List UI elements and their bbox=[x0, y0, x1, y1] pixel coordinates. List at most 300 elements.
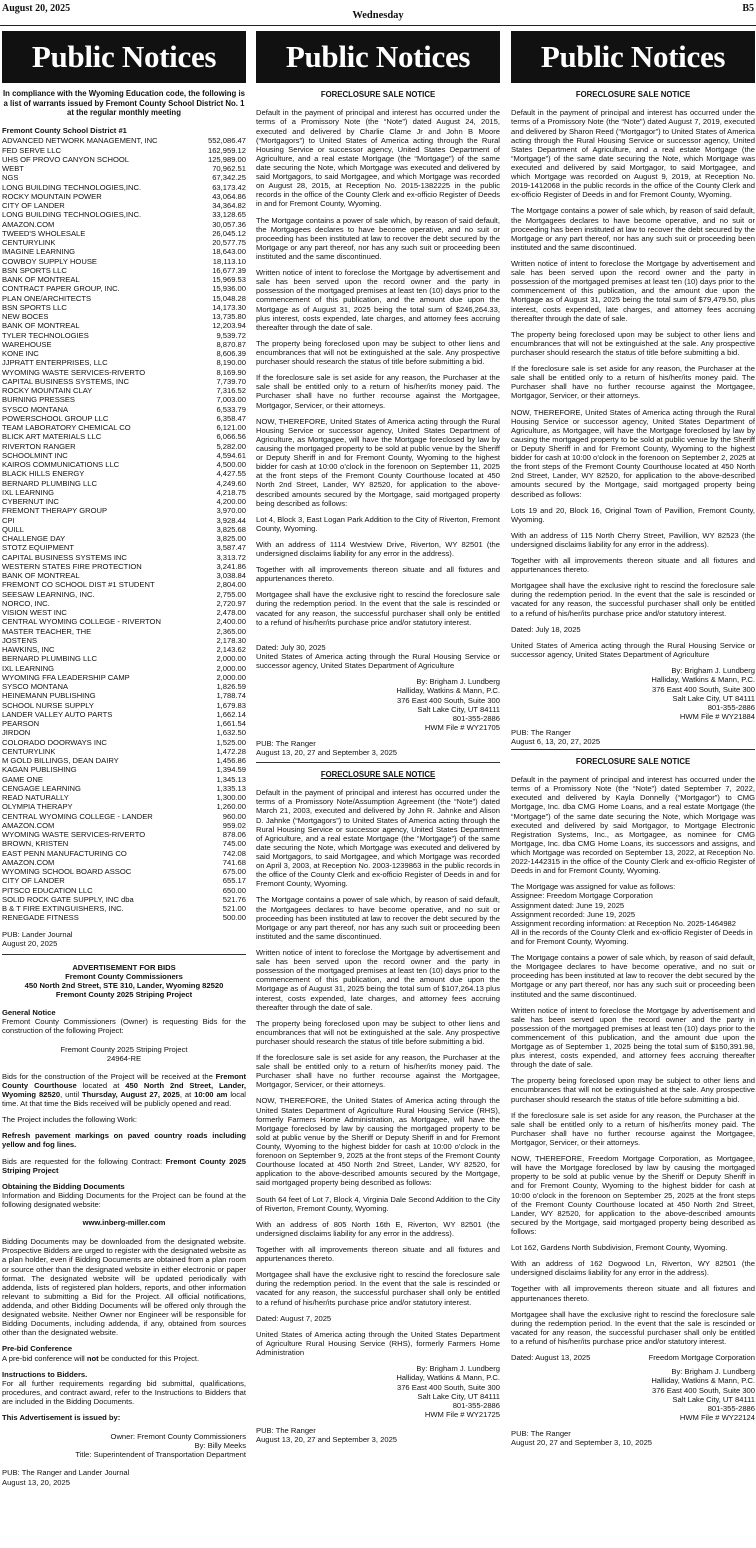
warrant-row bbox=[2, 784, 246, 793]
prebid-heading: Pre-bid Conference bbox=[2, 1344, 73, 1354]
warrant-amount: 4,218.75 bbox=[216, 487, 246, 497]
warrant-vendor: WYOMING FFA LEADERSHIP CAMP bbox=[2, 672, 130, 682]
warrant-vendor: CYBERNUT INC bbox=[2, 497, 59, 507]
warrant-amount: 15,969.53 bbox=[212, 275, 246, 285]
bids-line3: 450 North 2nd Street, STE 310, Lander, Wyoming 82520 bbox=[24, 981, 224, 990]
notice-paragraph: Together with all improvements thereon situate and all fixtures and appurtenances thereto. bbox=[511, 1284, 755, 1303]
warrant-vendor: COWBOY SUPPLY HOUSE bbox=[2, 256, 97, 266]
warrant-amount: 26,045.12 bbox=[212, 228, 246, 238]
warrant-amount: 43,064.86 bbox=[212, 191, 246, 201]
warrant-amount: 500.00 bbox=[222, 913, 246, 923]
warrant-amount: 2,000.00 bbox=[216, 663, 246, 673]
general-notice-text: Fremont County Commissioners (Owner) is requesting Bids for the construction of the following Project: bbox=[2, 1017, 246, 1036]
sig-line: HWM File # WY21705 bbox=[424, 723, 500, 733]
warrant-vendor: PITSCO EDUCATION LLC bbox=[2, 885, 93, 895]
warrant-row bbox=[2, 839, 246, 848]
masthead-1: Public Notices bbox=[2, 31, 246, 83]
warrant-vendor: WYOMING WASTE SERVICES-RIVERTO bbox=[2, 367, 146, 377]
warrant-row bbox=[2, 553, 246, 562]
warrant-row bbox=[2, 451, 246, 460]
warrant-row bbox=[2, 830, 246, 839]
warrant-vendor: CENGAGE LEARNING bbox=[2, 783, 81, 793]
warrant-amount: 2,000.00 bbox=[216, 654, 246, 664]
warrant-row bbox=[2, 719, 246, 728]
warrant-vendor: PEARSON bbox=[2, 719, 40, 729]
notice-paragraph: Together with all improvements thereon situate and all fixtures and appurtenances thereto. bbox=[511, 556, 755, 575]
warrant-vendor: CENTRAL WYOMING COLLEGE - RIVERTON bbox=[2, 617, 161, 627]
warrant-amount: 125,989.00 bbox=[207, 154, 246, 164]
notice-paragraph: If the foreclosure sale is set aside for any reason, the Purchaser at the sale shall be entitled only to a return of his/her/its money paid. The Purchaser shall have no further recourse against the Mortgagee, Mortgagor, Servicer, or their attorneys. bbox=[511, 364, 755, 401]
warrant-amount: 3,825.00 bbox=[216, 534, 246, 544]
page-header bbox=[0, 0, 756, 26]
warrant-vendor: WYOMING SCHOOL BOARD ASSOC bbox=[2, 867, 132, 877]
notice-paragraph: The property being foreclosed upon may be subject to other liens and encumbrances that will not be extinguished at the sale. Any prospective purchaser should research the status of title before submitting a bid. bbox=[511, 329, 755, 357]
warrant-row bbox=[2, 395, 246, 404]
divider bbox=[511, 749, 755, 750]
notice-paragraph: Lot 4, Block 3, East Logan Park Addition to the City of Riverton, Fremont County, Wyoming. bbox=[256, 514, 500, 533]
warrant-row bbox=[2, 849, 246, 858]
warrant-amount: 4,200.00 bbox=[216, 497, 246, 507]
warrant-amount: 2,720.97 bbox=[216, 598, 246, 608]
warrant-vendor: FED SERVE LLC bbox=[2, 145, 61, 155]
notice-paragraph: Mortgagee shall have the exclusive right to rescind the foreclosure sale during the redemption period. In the event that the sale is rescinded or vacated for any reason, the successful purchaser shall only be entitled to a refund of his/her/its purchase price and/or statutory interest. bbox=[256, 590, 500, 627]
warrant-amount: 15,936.00 bbox=[212, 284, 246, 294]
notice-paragraph: Mortgagee shall have the exclusive right to rescind the foreclosure sale during the redemption period. In the event that the sale is rescinded or vacated for any reason, the successful purchaser shall only be entitled to a refund of his/her/its purchase price and/or statutory interest. bbox=[511, 581, 755, 618]
notice-paragraph: With an address of 115 North Cherry Street, Pavillion, WY 82523 (the undersigned disclaims liability for any error in the address). bbox=[511, 530, 755, 549]
warrant-vendor: RENEGADE FITNESS bbox=[2, 913, 79, 923]
warrant-amount: 4,500.00 bbox=[216, 460, 246, 470]
warrant-vendor: WEBT bbox=[2, 164, 24, 174]
warrants-pub: PUB: Lander Journal bbox=[2, 929, 73, 939]
warrant-row bbox=[2, 432, 246, 441]
obtain-heading: Obtaining the Bidding Documents bbox=[2, 1181, 125, 1191]
notice-paragraph: Written notice of intent to foreclose the Mortgage by advertisement and sale has been served upon the record owner and the party in possession of the mortgaged premises at least ten (10) days prior to the commencement of this publication, and the amount due upon the Mortgage as of August 31, 2025 being the total sum of $107,264.13 plus interest, costs expended, late charges, and attorney fees accruing thereafter through the date of sale. bbox=[256, 947, 500, 1012]
warrant-amount: 8,606.39 bbox=[216, 349, 246, 359]
issue-date: August 20, 2025 bbox=[2, 3, 71, 14]
warrant-amount: 6,358.47 bbox=[216, 413, 246, 423]
warrant-vendor: WYOMING WASTE SERVICES-RIVERTO bbox=[2, 830, 146, 840]
sig-line: HWM File # WY22124 bbox=[679, 1413, 755, 1423]
warrant-row bbox=[2, 312, 246, 321]
warrant-vendor: BROWN, KRISTEN bbox=[2, 839, 69, 849]
warrant-row bbox=[2, 479, 246, 488]
warrant-amount: 30,057.36 bbox=[212, 219, 246, 229]
warrant-amount: 1,345.13 bbox=[216, 774, 246, 784]
warrant-vendor: NGS bbox=[2, 173, 19, 183]
notice-pub: PUB: The Ranger bbox=[256, 738, 316, 748]
notice-paragraph: The property being foreclosed upon may be subject to other liens and encumbrances that will not be extinguished at the sale. Any prospective purchaser should research the status of title before submitting a bid. bbox=[256, 1018, 500, 1046]
warrant-amount: 650.00 bbox=[222, 885, 246, 895]
assignment-block bbox=[511, 882, 755, 946]
notice-paragraph: NOW, THEREFORE, United States of America acting through the Rural Housing Service or successor agency, United States Department of Agriculture, as Mortgagee, will have the Mortgage foreclosed by law by causing the mortgaged property to be sold at public venue by the Sheriff or Deputy Sheriff in and for Fremont County, Wyoming to the highest bidder for cash at 10:00 o’clock in the forenoon on September 2, 2025 at the front steps of the Fremont County Courthouse located at 450 North 2nd Street, Lander, WY 82520, for application to the above-described amounts secured by the Mortgage, said mortgaged property being described as follows: bbox=[511, 407, 755, 499]
warrant-amount: 2,000.00 bbox=[216, 672, 246, 682]
warrant-vendor: WESTERN STATES FIRE PROTECTION bbox=[2, 561, 142, 571]
general-notice-heading: General Notice bbox=[2, 1008, 56, 1018]
warrant-vendor: IXL LEARNING bbox=[2, 487, 55, 497]
masthead-3: Public Notices bbox=[511, 31, 755, 83]
notice-paragraph: With an address of 1114 Westview Drive, Riverton, WY 82501 (the undersigned disclaims liability for any error in the address). bbox=[256, 539, 500, 559]
warrant-amount: 4,427.55 bbox=[216, 469, 246, 479]
notice-heading: FORECLOSURE SALE NOTICE bbox=[320, 769, 436, 779]
warrant-amount: 6,533.79 bbox=[216, 404, 246, 414]
warrant-row bbox=[2, 423, 246, 432]
warrant-amount: 745.00 bbox=[222, 839, 246, 849]
warrant-row bbox=[2, 793, 246, 802]
warrant-vendor: AMAZON.COM bbox=[2, 820, 55, 830]
warrant-vendor: SCHOOLMINT INC bbox=[2, 450, 68, 460]
notice-paragraph: Written notice of intent to foreclose the Mortgage by advertisement and sale has been served upon the record owner and the party in possession of the mortgaged premises at least ten (10) days prior to the commencement of this publication, and the amount due upon the Mortgage as of August 31, 2025 being the total sum of $246,264.33, plus interest, costs expended, late charges, and attorney fees accruing thereafter through the date of sale. bbox=[256, 268, 500, 332]
warrant-vendor: M GOLD BILLINGS, DEAN DAIRY bbox=[2, 756, 119, 766]
warrant-vendor: HEINEMANN PUBLISHING bbox=[2, 691, 96, 701]
warrant-vendor: LONG BUILDING TECHNOLOGIES,INC. bbox=[2, 182, 142, 192]
warrant-vendor: TWEED'S WHOLESALE bbox=[2, 228, 86, 238]
divider bbox=[256, 762, 500, 763]
warrant-vendor: BSN SPORTS LLC bbox=[2, 265, 67, 275]
warrant-vendor: READ NATURALLY bbox=[2, 793, 69, 803]
warrant-amount: 18,113.10 bbox=[212, 256, 246, 266]
notice-pub-date: August 6, 13, 20, 27, 2025 bbox=[511, 736, 601, 746]
notice-dated: Dated: August 7, 2025 bbox=[256, 1313, 332, 1323]
warrant-amount: 6,121.00 bbox=[216, 423, 246, 433]
warrant-row bbox=[2, 229, 246, 238]
warrant-vendor: CITY OF LANDER bbox=[2, 876, 65, 886]
warrant-vendor: SCHOOL NURSE SUPPLY bbox=[2, 700, 94, 710]
sig-line: By: Brigham J. Lundberg bbox=[671, 666, 755, 676]
notice-paragraph: The Mortgage contains a power of sale which, by reason of said default, the Mortgagees declares to have become operative, and no suit or proceeding has been instituted at law to recover the debt secured by the Mortgage or any part thereof, nor has any such suit or proceeding been instituted and the same discontinued. bbox=[256, 895, 500, 941]
warrant-amount: 1,826.59 bbox=[216, 682, 246, 692]
notice-paragraph: Together with all improvements thereon situate and all fixtures and appurtenances thereto. bbox=[256, 565, 500, 584]
assignment-line: Assignment dated: June 19, 2025 bbox=[511, 900, 625, 910]
notice-heading: FORECLOSURE SALE NOTICE bbox=[575, 756, 691, 766]
warrant-vendor: QUILL bbox=[2, 524, 24, 534]
notice-paragraph: NOW, THEREFORE, Freedom Mortgage Corporation, as Mortgagee, will have the Mortgage foreclosed by law by causing the mortgaged property to be sold at public venue by the Sheriff or Deputy Sheriff in and for Fremont County, Wyoming to the highest bidder for cash at 10:00 o’clock in the forenoon on September 25, 2025 at the front steps of the Fremont County Courthouse located at 450 North 2nd Street, Lander, WY 82520, for application to the above-described amounts secured by the Mortgage, said mortgaged property being described as follows: bbox=[511, 1154, 755, 1237]
notice-paragraph: Default in the payment of principal and interest has occurred under the terms of a Promissory Note (the “Note”) dated September 7, 2022, executed and delivered by Kayla Donnelly (“Mortgagor”) to CMG Mortgage, Inc. dba CMG Home Loans, and a real estate Mortgage (the “Mortgage”) of the same date securing the Note, which Mortgage was executed and delivered by said Mortgagor, to Mortgage Electronic Registration Systems, Inc., as Mortgagee, as nominee for CMG Mortgage, Inc. dba CMG Home Loans, its successors and assigns, and which Mortgage was recorded on September 13, 2022, at Reception No. 2022-1442315 in the office of the County Clerk and ex-officio Register of Deeds in and for Fremont County, Wyoming. bbox=[511, 775, 755, 876]
warrant-vendor: FREMONT THERAPY GROUP bbox=[2, 506, 108, 516]
warrant-row bbox=[2, 599, 246, 608]
warrant-row bbox=[2, 321, 246, 330]
warrant-row bbox=[2, 238, 246, 247]
warrant-vendor: BANK OF MONTREAL bbox=[2, 275, 80, 285]
website-link[interactable]: www.inberg-miller.com bbox=[82, 1218, 166, 1228]
bids-title: ADVERTISEMENT FOR BIDS bbox=[72, 962, 176, 972]
sig-line: 801-355-2886 bbox=[452, 1401, 500, 1411]
warrants-intro: In compliance with the Wyoming Education code, the following is a list of warrants issued by Fremont County School District No. 1 at the regular monthly meeting bbox=[2, 89, 245, 118]
warrant-row bbox=[2, 525, 246, 534]
warrant-vendor: CENTURYLINK bbox=[2, 746, 56, 756]
notice-paragraph: If the foreclosure sale is set aside for any reason, the Purchaser at the sale shall be entitled only to a return of his/her/its money paid. The Purchaser shall have no further recourse against the Mortgagee, Mortgagor, Servicer, or their attorneys. bbox=[256, 1053, 500, 1090]
warrant-vendor: CENTRAL WYOMING COLLEGE - LANDER bbox=[2, 811, 153, 821]
warrant-amount: 7,003.00 bbox=[216, 395, 246, 405]
warrant-row bbox=[2, 201, 246, 210]
warrant-vendor: JJPRATT ENTERPRISES, LLC bbox=[2, 358, 108, 368]
masthead-2: Public Notices bbox=[256, 31, 500, 83]
work-description: Refresh pavement markings on paved country roads including yellow and fog lines. bbox=[2, 1131, 246, 1150]
project-number: 24964-RE bbox=[106, 1053, 142, 1063]
warrant-row bbox=[2, 247, 246, 256]
warrant-row bbox=[2, 562, 246, 571]
warrant-row bbox=[2, 636, 246, 645]
warrant-amount: 2,178.30 bbox=[216, 635, 246, 645]
warrant-amount: 878.06 bbox=[222, 830, 246, 840]
warrant-vendor: TYLER TECHNOLOGIES bbox=[2, 330, 89, 340]
title-line: Title: Superintendent of Transportation Department bbox=[75, 1450, 246, 1460]
sig-line: Halliday, Watkins & Mann, P.C. bbox=[396, 686, 500, 696]
warrant-amount: 1,679.83 bbox=[216, 700, 246, 710]
warrant-vendor: BANK OF MONTREAL bbox=[2, 571, 80, 581]
notice-paragraph: Default in the payment of principal and interest has occurred under the terms of a Promissory Note/Assumption Agreement (the “Note”) dated March 21, 2003, executed and delivered by John R. Jahnke and Alison D. Jahnke (“Mortgagors”) to United States of America acting through the Rural Housing Service or successor agency, United States Department of Agriculture, and a real estate Mortgage (the “Mortgage”) of the same date securing the Note, which Mortgage was executed and delivered by said Mortgagors, to said Mortgagee, and which Mortgage was recorded on April 3, 2003, at Reception No. 2003-1239863 in the public records in the office of the County Clerk and ex-officio Register of Deeds in and for Fremont County, Wyoming. bbox=[256, 788, 500, 889]
notice-paragraph: Mortgagee shall have the exclusive right to rescind the foreclosure sale during the redemption period. In the event that the sale is rescinded or vacated for any reason, the successful purchaser shall only be entitled to a refund of his/her/its purchase price and/or statutory interest. bbox=[256, 1270, 500, 1307]
warrant-amount: 1,456.86 bbox=[216, 756, 246, 766]
notice-heading: FORECLOSURE SALE NOTICE bbox=[575, 90, 691, 99]
district-name: Fremont County School District #1 bbox=[2, 126, 127, 136]
notice-paragraph: With an address of 805 North 16th E, Riverton, WY 82501 (the undersigned disclaims liability for any error in the address). bbox=[256, 1219, 500, 1238]
notice-paragraph: NOW, THEREFORE, United States of America acting through the Rural Housing Service or successor agency, United States Department of Agriculture, as Mortgagee, will have the Mortgage foreclosed by law by causing the mortgaged property to be sold at public venue by the Sheriff or Deputy Sheriff in and for Fremont County, Wyoming to the highest bidder for cash at 10:00 o’clock in the forenoon on September 11, 2025 at the front steps of the Fremont County Courthouse located at 450 North 2nd Street, Lander, WY 82520, for application to the above-described amounts secured by the Mortgage, said mortgaged property being described as follows: bbox=[256, 416, 500, 508]
warrant-row bbox=[2, 192, 246, 201]
warrant-row bbox=[2, 136, 246, 145]
instructions-text: For all further requirements regarding bid submittal, qualifications, procedures, and contract award, refer to the Instructions to Bidders that are included in the Bidding Documents. bbox=[2, 1378, 246, 1406]
warrant-vendor: IXL LEARNING bbox=[2, 663, 55, 673]
warrant-amount: 2,804.00 bbox=[216, 580, 246, 590]
download-text: Bidding Documents may be downloaded from the designated website. Prospective Bidders are urged to register with the designated website as a plan holder, even if Bidding Documents are obtained from a plan room or source other than the designated website in either electronic or paper format. The designated website will be updated periodically with addenda, lists of registered plan holders, reports, and other information relevant to submitting a Bid for the Project. All official notifications, addenda, and other Bidding Documents will be offered only through the designated website. Neither Owner nor Engineer will be responsible for Bidding Documents, including addenda, if any, obtained from sources other than the designated website. bbox=[2, 1237, 246, 1338]
notice-paragraph: If the foreclosure sale is set aside for any reason, the Purchaser at the sale shall be entitled only to a return of his/her/its money paid. The Purchaser shall have no further recourse against the Mortgagee, Mortgagor, Servicer, or their attorneys. bbox=[511, 1110, 755, 1148]
warrant-vendor: CITY OF LANDER bbox=[2, 201, 65, 211]
warrant-vendor: FREMONT CO SCHOOL DIST #1 STUDENT bbox=[2, 580, 155, 590]
sig-line: 376 East 400 South, Suite 300 bbox=[651, 1385, 755, 1395]
warrant-vendor: ROCKY MOUNTAIN POWER bbox=[2, 191, 102, 201]
warrant-amount: 675.00 bbox=[222, 867, 246, 877]
warrant-amount: 33,128.65 bbox=[212, 210, 246, 220]
warrant-row bbox=[2, 608, 246, 617]
warrant-vendor: IMAGINE LEARNING bbox=[2, 247, 75, 257]
warrant-amount: 70,962.51 bbox=[212, 164, 246, 174]
warrant-amount: 1,260.00 bbox=[216, 802, 246, 812]
warrant-row bbox=[2, 728, 246, 737]
warrant-row bbox=[2, 876, 246, 885]
notice-dated: Dated: July 18, 2025 bbox=[511, 624, 581, 634]
warrant-amount: 63,173.42 bbox=[212, 182, 246, 192]
warrant-amount: 5,282.00 bbox=[216, 441, 246, 451]
warrant-amount: 7,316.52 bbox=[216, 386, 246, 396]
warrant-vendor: TEAM LABORATORY CHEMICAL CO bbox=[2, 423, 131, 433]
warrant-row bbox=[2, 368, 246, 377]
warrant-row bbox=[2, 867, 246, 876]
warrant-row bbox=[2, 590, 246, 599]
warrant-amount: 34,364.82 bbox=[212, 201, 246, 211]
divider bbox=[2, 954, 246, 955]
warrant-row bbox=[2, 895, 246, 904]
warrant-amount: 2,143.62 bbox=[216, 645, 246, 655]
warrant-row bbox=[2, 275, 246, 284]
warrant-row bbox=[2, 210, 246, 219]
warrant-amount: 2,365.00 bbox=[216, 626, 246, 636]
warrant-amount: 3,038.84 bbox=[216, 571, 246, 581]
warrant-row bbox=[2, 442, 246, 451]
notice-paragraph: Lot 162, Gardens North Subdivision, Fremont County, Wyoming. bbox=[511, 1243, 728, 1253]
warrant-vendor: SEESAW LEARNING, INC. bbox=[2, 589, 95, 599]
warrant-row bbox=[2, 691, 246, 700]
warrant-vendor: HAWKINS, INC bbox=[2, 645, 55, 655]
warrant-list bbox=[2, 136, 246, 922]
warrant-row bbox=[2, 155, 246, 164]
notice-paragraph: The property being foreclosed upon may be subject to other liens and encumbrances that will not be extinguished at the sale. Any prospective purchaser should research the status of title before submitting a bid. bbox=[511, 1076, 755, 1104]
warrant-vendor: PLAN ONE/ARCHITECTS bbox=[2, 293, 92, 303]
column-2 bbox=[256, 31, 500, 1546]
warrant-row bbox=[2, 627, 246, 636]
warrant-amount: 162,959.12 bbox=[207, 145, 246, 155]
notice-dated: Dated: August 13, 2025 bbox=[511, 1353, 591, 1363]
warrant-vendor: BERNARD PLUMBING LLC bbox=[2, 478, 97, 488]
warrant-amount: 20,577.75 bbox=[212, 238, 246, 248]
bids-pub: PUB: The Ranger and Lander Journal bbox=[2, 1468, 130, 1478]
warrant-amount: 4,249.60 bbox=[216, 478, 246, 488]
sig-line: Salt Lake City, UT 84111 bbox=[417, 1391, 500, 1401]
warrant-vendor: BLACK HILLS ENERGY bbox=[2, 469, 85, 479]
notice-mortgagee: United States of America acting through the United States Department of Agriculture Rural Housing Service (RHS), formerly Farmers Home Administration bbox=[256, 1329, 500, 1357]
warrant-amount: 15,048.28 bbox=[212, 293, 246, 303]
assignment-line: Assignment recorded: June 19, 2025 bbox=[511, 909, 636, 919]
signature-block bbox=[256, 677, 500, 733]
warrant-row bbox=[2, 571, 246, 580]
sig-line: 376 East 400 South, Suite 300 bbox=[396, 1382, 500, 1392]
notice-mortgagee: United States of America acting through the Rural Housing Service or successor agency, United States Department of Agriculture bbox=[256, 651, 500, 671]
sig-line: 801-355-2886 bbox=[452, 714, 500, 724]
warrant-row bbox=[2, 358, 246, 367]
warrant-amount: 14,173.30 bbox=[212, 302, 246, 312]
warrant-row bbox=[2, 747, 246, 756]
column-1 bbox=[2, 31, 246, 1546]
warrant-amount: 13,735.80 bbox=[212, 312, 246, 322]
warrant-amount: 16,677.39 bbox=[212, 265, 246, 275]
dated-row bbox=[511, 1353, 755, 1362]
obtain-text: Information and Bidding Documents for the Project can be found at the following designated website: bbox=[2, 1190, 246, 1209]
warrant-vendor: OLYMPIA THERAPY bbox=[2, 802, 73, 812]
warrant-amount: 1,394.59 bbox=[216, 765, 246, 775]
warrant-row bbox=[2, 183, 246, 192]
warrant-row bbox=[2, 858, 246, 867]
warrant-vendor: SYSCO MONTANA bbox=[2, 682, 69, 692]
warrant-vendor: BANK OF MONTREAL bbox=[2, 321, 80, 331]
warrant-row bbox=[2, 303, 246, 312]
warrant-row bbox=[2, 913, 246, 922]
warrant-vendor: KAIROS COMMUNICATIONS LLC bbox=[2, 460, 120, 470]
warrant-row bbox=[2, 469, 246, 478]
notice-paragraph: Together with all improvements thereon situate and all fixtures and appurtenances thereto. bbox=[256, 1245, 500, 1264]
warrant-vendor: SOLID ROCK GATE SUPPLY, INC dba bbox=[2, 894, 134, 904]
notice-paragraph: Written notice of intent to foreclose the Mortgage by advertisement and sale has been served upon the record owner and the party in possession of the mortgaged premises at least ten (10) days prior to the commencement of this publication, and the amount due upon the Mortgage as of August 31, 2025 being the total sum of $79,479.50, plus interest, costs expended, late charges, and attorney fees accruing thereafter through the date of sale. bbox=[511, 258, 755, 323]
warrant-row bbox=[2, 506, 246, 515]
warrant-row bbox=[2, 645, 246, 654]
warrant-row bbox=[2, 765, 246, 774]
warrant-row bbox=[2, 543, 246, 552]
assignment-line: Assignee: Freedom Mortgage Corporation bbox=[511, 891, 653, 901]
warrant-row bbox=[2, 673, 246, 682]
issued-heading: This Advertisement is issued by: bbox=[2, 1413, 121, 1423]
sig-line: Halliday, Watkins & Mann, P.C. bbox=[651, 1376, 755, 1386]
warrant-row bbox=[2, 756, 246, 765]
warrant-vendor: GAME ONE bbox=[2, 774, 43, 784]
sig-line: 376 East 400 South, Suite 300 bbox=[396, 695, 500, 705]
warrant-amount: 18,643.00 bbox=[212, 247, 246, 257]
warrant-vendor: CAPITAL BUSINESS SYSTEMS, INC bbox=[2, 376, 130, 386]
notice-mortgagee: United States of America acting through the Rural Housing Service or successor agency, United States Department of Agriculture bbox=[511, 640, 755, 659]
warrant-vendor: NORCO, INC. bbox=[2, 598, 50, 608]
warrant-row bbox=[2, 710, 246, 719]
warrant-vendor: MASTER TEACHER, THE bbox=[2, 626, 92, 636]
warrant-vendor: AMAZON.COM bbox=[2, 219, 55, 229]
notice-paragraph: South 64 feet of Lot 7, Block 4, Virginia Dale Second Addition to the City of Riverton, Fremont County, Wyoming. bbox=[256, 1194, 500, 1213]
warrant-row bbox=[2, 682, 246, 691]
warrant-amount: 1,472.28 bbox=[216, 746, 246, 756]
warrant-row bbox=[2, 775, 246, 784]
warrant-vendor: JOSTENS bbox=[2, 635, 38, 645]
warrant-vendor: CHALLENGE DAY bbox=[2, 534, 66, 544]
assignment-line: Assignment recording information: at Reception No. 2025-1464982 bbox=[511, 918, 736, 928]
warrant-row bbox=[2, 220, 246, 229]
notice-pub: PUB: The Ranger bbox=[511, 727, 571, 737]
warrant-vendor: KONE INC bbox=[2, 349, 39, 359]
warrant-vendor: ROCKY MOUNTAIN CLAY bbox=[2, 386, 93, 396]
warrant-vendor: BERNARD PLUMBING LLC bbox=[2, 654, 97, 664]
warrant-amount: 521.76 bbox=[222, 894, 246, 904]
warrant-vendor: AMAZON.COM bbox=[2, 857, 55, 867]
assignment-line: All in the records of the County Clerk and ex-officio Register of Deeds in and for Fremont County, Wyoming. bbox=[511, 927, 753, 946]
warrant-vendor: EAST PENN MANUFACTURING CO bbox=[2, 848, 127, 858]
warrant-amount: 1,300.00 bbox=[216, 793, 246, 803]
warrant-vendor: WAREHOUSE bbox=[2, 339, 52, 349]
notice-heading: FORECLOSURE SALE NOTICE bbox=[320, 90, 436, 99]
warrant-row bbox=[2, 266, 246, 275]
notice-pub: PUB: The Ranger bbox=[511, 1428, 571, 1438]
notice-paragraph: The property being foreclosed upon may be subject to other liens and encumbrances that will not be extinguished at the sale. Any prospective purchaser should research the status of title before submitting a bid. bbox=[256, 338, 500, 367]
sig-line: HWM File # WY21884 bbox=[679, 712, 755, 722]
warrant-vendor: SYSCO MONTANA bbox=[2, 404, 69, 414]
notice-paragraph: Mortgagee shall have the exclusive right to rescind the foreclosure sale during the redemption period. In the event that the sale is rescinded or vacated for any reason, the successful purchaser shall only be entitled to a refund of his/her/its purchase price and/or statutory interest. bbox=[511, 1309, 755, 1346]
owner-line: Owner: Fremont County Commissioners bbox=[110, 1432, 246, 1442]
warrant-vendor: KAGAN PUBLISHING bbox=[2, 765, 77, 775]
warrant-amount: 4,594.61 bbox=[216, 450, 246, 460]
notice-pub-date: August 20, 27 and September 3, 10, 2025 bbox=[511, 1437, 653, 1447]
warrant-row bbox=[2, 701, 246, 710]
warrant-amount: 655.17 bbox=[222, 876, 246, 886]
warrant-row bbox=[2, 516, 246, 525]
prebid-text: A pre-bid conference will not be conducted for this Project. bbox=[2, 1353, 200, 1363]
warrant-vendor: CPI bbox=[2, 515, 15, 525]
sig-line: 801-355-2886 bbox=[707, 703, 755, 713]
sig-line: 376 East 400 South, Suite 300 bbox=[651, 684, 755, 694]
warrant-vendor: BSN SPORTS LLC bbox=[2, 302, 67, 312]
warrant-amount: 3,928.44 bbox=[216, 515, 246, 525]
notice-paragraph: Default in the payment of principal and interest has occurred under the terms of a Promissory Note (the “Note”) dated August 7, 2019, executed and delivered by Sharon Reed (“Mortgagor”) to United States of America acting through the Rural Housing Service or successor agency, United States Department of Agriculture, and a real estate Mortgage (the “Mortgage”) of the same date securing the Note, which Mortgage was executed and delivered by said Mortgagor, to said Mortgagee, and which Mortgage was recorded on August 9, 2019, at Reception No. 2019-1412068 in the public records in the office of the County Clerk and ex-officio Register of Deeds in and for Fremont County, Wyoming. bbox=[511, 108, 755, 200]
bids-line4: Fremont County 2025 Striping Project bbox=[55, 990, 193, 1000]
warrant-row bbox=[2, 497, 246, 506]
warrant-amount: 1,335.13 bbox=[216, 783, 246, 793]
sig-line: Salt Lake City, UT 84111 bbox=[417, 704, 500, 714]
warrant-amount: 959.02 bbox=[222, 820, 246, 830]
warrant-row bbox=[2, 257, 246, 266]
notice-paragraph: NOW, THEREFORE, the United States of America acting through the United States Department of Agriculture Rural Housing Service (RHS), formerly Farmers Home Administration, as Mortgagee, will have the Mortgage foreclosed by law by causing the mortgaged property to be sold at public venue by the Sheriff or Deputy Sheriff in and for Fremont County, Wyoming to the highest bidder for cash at 10:00 o’clock in the forenoon on September 9, 2025 at the front steps of the Fremont County Courthouse located at 450 North 2nd Street, Lander, WY 82520, for application to the above-described amounts secured by the Mortgage, said mortgaged property being described as follows: bbox=[256, 1096, 500, 1188]
warrant-amount: 8,190.00 bbox=[216, 358, 246, 368]
notice-pub: PUB: The Ranger bbox=[256, 1425, 316, 1435]
warrant-amount: 742.08 bbox=[222, 848, 246, 858]
warrant-amount: 3,587.47 bbox=[216, 543, 246, 553]
bids-pub-date: August 13, 20, 2025 bbox=[2, 1477, 70, 1487]
warrant-row bbox=[2, 802, 246, 811]
notice-paragraph: If the foreclosure sale is set aside for any reason, the Purchaser at the sale shall be entitled only to a return of his/her/its money paid. The Purchaser shall have no further recourse against the Mortgagee, Mortgagor, Servicer, or their attorneys. bbox=[256, 373, 500, 410]
notice-pub-date: August 13, 20, 27 and September 3, 2025 bbox=[256, 747, 398, 757]
warrant-amount: 7,739.70 bbox=[216, 376, 246, 386]
warrant-vendor: VISION WEST INC bbox=[2, 608, 67, 618]
notice-paragraph: With an address of 162 Dogwood Ln, Riverton, WY 82501 (the undersigned disclaims liability for any error in the address). bbox=[511, 1259, 755, 1278]
